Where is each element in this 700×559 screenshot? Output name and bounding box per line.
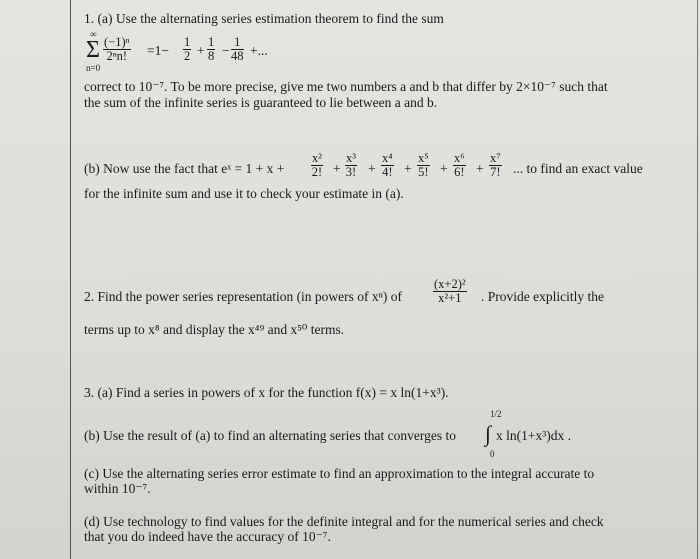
p1a-intro: 1. (a) Use the alternating series estimation theorem to find the sum	[84, 11, 444, 26]
sum-lower-limit: n=0	[86, 63, 101, 73]
p3d-line2: that you do indeed have the accuracy of 10⁻⁷.	[84, 529, 331, 544]
p1a-line3: the sum of the infinite series is guaranteed to lie between a and b.	[84, 95, 438, 110]
exp-term-5: $\frac{\text{x⁵}}{5!}$	[418, 151, 429, 179]
series-tail: +...	[250, 43, 268, 58]
p1b-tail: ... to find an exact value	[513, 161, 643, 176]
integral-upper-limit: 1/2	[490, 409, 502, 419]
minus-sign: −	[222, 43, 230, 58]
p1b-line2: for the infinite sum and use it to check your estimate in (a).	[84, 186, 404, 201]
exp-term-2: $\frac{\text{x²}}{2!}$	[311, 151, 323, 179]
p3b-integrand: x ln(1+x³)dx .	[496, 428, 572, 443]
integral-icon: ∫	[485, 421, 492, 446]
plus-sign: +	[368, 161, 376, 176]
p2-fraction	[433, 278, 467, 305]
sum-term-numerator: (−1)ⁿ	[104, 35, 130, 49]
sigma-icon: Σ	[86, 37, 100, 63]
p3c-line1: (c) Use the alternating series error estimate to find an approximation to the integral accurate to	[84, 466, 595, 481]
fraction-one-half: $\frac{1}{2}$	[184, 35, 191, 63]
p1b-text: (b) Now use the fact that eˣ = 1 + x +	[84, 161, 285, 176]
plus-sign: +	[333, 161, 341, 176]
p2-line2: terms up to x⁸ and display the x⁴⁹ and x⁵⁰ terms.	[84, 322, 345, 337]
p2-text2: . Provide explicitly the	[481, 289, 604, 304]
plus-sign: +	[404, 161, 412, 176]
exp-term-3: $\frac{\text{x³}}{3!}$	[345, 151, 357, 179]
p2-fraction-denominator: x²+1	[438, 291, 462, 305]
sum-term-fraction	[103, 36, 131, 63]
p3a-text: 3. (a) Find a series in powers of x for the function f(x) = x ln(1+x³).	[84, 385, 449, 400]
plus-sign: +	[440, 161, 448, 176]
p2-text: 2. Find the power series representation (in powers of xⁿ) of	[84, 289, 403, 304]
exp-term-6: $\frac{\text{x⁶}}{6!}$	[454, 151, 465, 179]
p3d-line1: (d) Use technology to find values for the definite integral and for the numerical series and check	[84, 514, 604, 529]
p3c-line2: within 10⁻⁷.	[84, 481, 151, 496]
fraction-one-eighth: $\frac{1}{8}$	[208, 35, 215, 63]
sum-term-denominator: 2ⁿn!	[106, 49, 128, 63]
plus-sign: +	[197, 43, 205, 58]
exp-term-4: $\frac{\text{x⁴}}{4!}$	[382, 151, 393, 179]
exp-term-7: $\frac{\text{x⁷}}{7!}$	[490, 151, 501, 179]
fraction-one-fortyeighth: $\frac{1}{48}$	[231, 35, 244, 63]
p1a-line2: correct to 10⁻⁷. To be more precise, give me two numbers a and b that differ by 2×10⁻⁷ such that	[84, 79, 608, 94]
p2-fraction-numerator: (x+2)²	[434, 277, 466, 291]
sum-upper-limit: ∞	[90, 29, 97, 39]
integral-lower-limit: 0	[490, 449, 495, 459]
eq-1-minus: =1−	[147, 43, 169, 58]
p3b-text: (b) Use the result of (a) to find an alternating series that converges to	[84, 428, 457, 443]
plus-sign: +	[476, 161, 484, 176]
